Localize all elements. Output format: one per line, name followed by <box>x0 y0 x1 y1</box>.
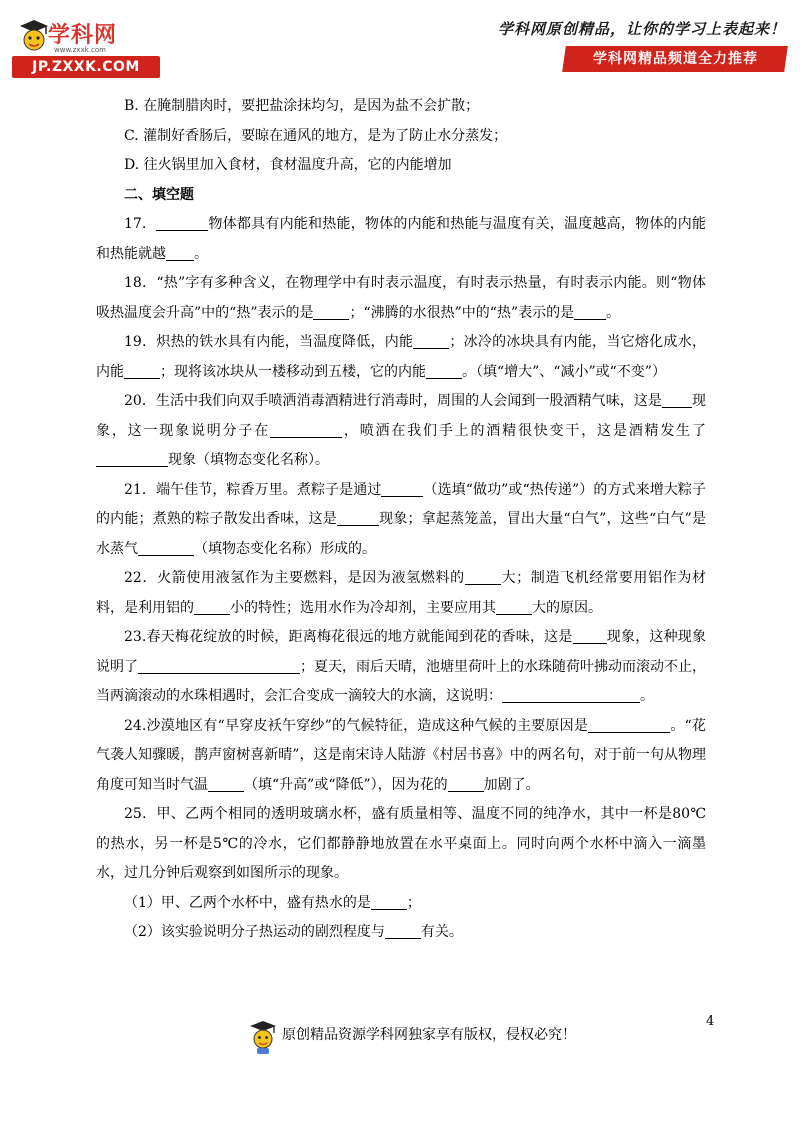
q21-text-a: 21．端午佳节，粽香万里。煮粽子是通过 <box>124 481 382 498</box>
answer-blank[interactable] <box>465 568 501 585</box>
q20-text-c: ，喷洒在我们手上的酒精很快变干，这是酒精发生了 <box>342 422 707 439</box>
page-header <box>0 0 800 80</box>
logo-url: www.zxxk.com <box>54 46 106 54</box>
answer-blank[interactable] <box>502 686 640 703</box>
q22-text-b: 大；制造飞机经常要用铝作为材料，是利用铝的 <box>96 570 706 616</box>
q23-text-b: 现象，这种现象说明了 <box>96 629 707 675</box>
answer-blank[interactable] <box>337 509 379 526</box>
q22-text-c: 小的特性；选用水作为冷却剂，主要应用其 <box>230 599 496 616</box>
q19-text-b: ；冰冷的冰块具有内能，当它熔化成水，内能 <box>96 334 706 380</box>
q18-end: 。 <box>606 304 621 321</box>
page-number: 4 <box>706 1014 715 1029</box>
q18-text-a: 18．“热”字有多种含义，在物理学中有时表示温度，有时表示热量，有时表示内能。则“物体吸热温度会升高”中的“热”表示的是 <box>96 275 706 321</box>
q24-text-d: 加剧了。 <box>483 776 540 793</box>
q17-number: 17． <box>124 216 157 232</box>
answer-blank[interactable] <box>194 598 230 615</box>
recommend-banner <box>562 46 788 72</box>
answer-blank[interactable] <box>448 775 484 792</box>
recommend-text: 学科网精品频道全力推荐 <box>592 51 758 67</box>
q24-text-b: 。“花气袭人知骤暖，鹊声窗树喜新晴”，这是南宋诗人陆游《村居书喜》中的两名句，对于前一句从物理角度可知当时气温 <box>96 717 706 793</box>
section-title: 二、填空题 <box>124 186 194 203</box>
q21-text-b: （选填“做功”或“热传递”）的方式来增大粽子的内能；煮熟的粽子散发出香味，这是 <box>96 481 706 527</box>
answer-blank[interactable] <box>662 391 692 408</box>
answer-blank[interactable] <box>138 657 300 674</box>
q25-s1-text: （1）甲、乙两个水杯中，盛有热水的是 <box>124 894 371 911</box>
question-19 <box>96 328 706 387</box>
q17-text: 物体都具有内能和热能，物体的内能和热能与温度有关，温度越高，物体的内能和热能就越 <box>96 216 706 262</box>
question-22 <box>96 564 706 623</box>
q23-text-a: 23.春天梅花绽放的时候，距离梅花很远的地方就能闻到花的香味，这是 <box>124 629 573 645</box>
option-d: D. 往火锅里加入食材，食材温度升高，它的内能增加 <box>124 157 452 173</box>
answer-blank[interactable] <box>426 362 462 379</box>
question-20 <box>96 387 706 476</box>
answer-blank[interactable] <box>138 539 194 556</box>
q24-text-c: （填“升高”或“降低”），因为花的 <box>244 776 448 793</box>
answer-blank[interactable] <box>574 303 606 320</box>
q20-text-d: 现象（填物态变化名称）。 <box>168 452 329 468</box>
q25-s2-text: （2）该实验说明分子热运动的剧烈程度与 <box>124 924 385 940</box>
q17-end: 。 <box>194 245 208 262</box>
option-b: B. 在腌制腊肉时，要把盐涂抹均匀，是因为盐不会扩散； <box>124 98 480 114</box>
q23-text-d: 。 <box>640 688 654 704</box>
copyright-notice: 原创精品资源学科网独家享有版权，侵权必究！ <box>282 1027 576 1043</box>
answer-blank[interactable] <box>371 893 407 910</box>
question-25-part-1 <box>96 889 706 919</box>
q23-text-c: ；夏天，雨后天晴，池塘里荷叶上的水珠随荷叶拂动而滚动不止，当两滴滚动的水珠相遇时，会汇合变成一滴较大的水滴，这说明： <box>96 658 706 704</box>
answer-blank[interactable] <box>381 480 423 497</box>
question-21 <box>96 476 706 565</box>
answer-blank[interactable] <box>208 775 244 792</box>
q19-text-c: ；现将该冰块从一楼移动到五楼，它的内能 <box>160 363 426 380</box>
logo-domain: JP.ZXXK.COM <box>12 56 160 78</box>
answer-blank[interactable] <box>313 303 349 320</box>
q21-text-c: 现象；拿起蒸笼盖，冒出大量“白气”，这些“白气”是水蒸气 <box>96 511 706 557</box>
q19-text-a: 19．炽热的铁水具有内能，当温度降低，内能 <box>124 334 414 350</box>
mascot-icon <box>246 1018 280 1056</box>
answer-blank[interactable] <box>413 332 449 349</box>
q22-text-a: 22．火箭使用液氢作为主要燃料，是因为液氢燃料的 <box>124 570 465 586</box>
q19-text-d: 。（填“增大”、“减小”或“不变”） <box>462 363 666 380</box>
q20-text-b: 现象，这一现象说明分子在 <box>96 393 707 439</box>
header-slogan: 学科网原创精品，让你的学习上表起来！ <box>497 20 786 38</box>
question-18 <box>96 269 706 328</box>
answer-blank[interactable] <box>124 362 160 379</box>
q25-s1-end: ； <box>406 894 421 911</box>
answer-blank[interactable] <box>156 214 208 231</box>
zxxk-logo[interactable] <box>10 12 160 74</box>
answer-blank[interactable] <box>573 627 607 644</box>
q21-text-d: （填物态变化名称）形成的。 <box>194 540 376 557</box>
question-25: 25．甲、乙两个相同的透明玻璃水杯，盛有质量相等、温度不同的纯净水，其中一杯是80℃的热水，另一杯是5℃的冷水，它们都静静地放置在水平桌面上。同时向两个水杯中滴入一滴墨水，过几分钟后观察到如图所示的现象。 <box>96 806 706 881</box>
question-17 <box>96 210 706 269</box>
answer-blank[interactable] <box>270 421 342 438</box>
q20-text-a: 20．生活中我们向双手喷洒消毒酒精进行消毒时，周围的人会闻到一股酒精气味，这是 <box>124 393 662 409</box>
answer-blank[interactable] <box>166 244 194 261</box>
question-24 <box>96 712 706 801</box>
document-body <box>96 92 706 948</box>
answer-blank[interactable] <box>496 598 532 615</box>
q25-s2-end: 有关。 <box>420 924 463 940</box>
q18-text-b: ；“沸腾的水很热”中的“热”表示的是 <box>349 304 575 321</box>
q22-text-d: 大的原因。 <box>532 599 602 616</box>
option-c: C. 灌制好香肠后，要晾在通风的地方，是为了防止水分蒸发； <box>124 127 508 144</box>
question-25-part-2 <box>96 918 706 948</box>
question-23 <box>96 623 706 712</box>
answer-blank[interactable] <box>385 922 421 939</box>
q24-text-a: 24.沙漠地区有“早穿皮袄午穿纱”的气候特征，造成这种气候的主要原因是 <box>124 717 589 734</box>
answer-blank[interactable] <box>588 716 670 733</box>
answer-blank[interactable] <box>96 450 168 467</box>
logo-title: 学科网 <box>48 23 118 48</box>
